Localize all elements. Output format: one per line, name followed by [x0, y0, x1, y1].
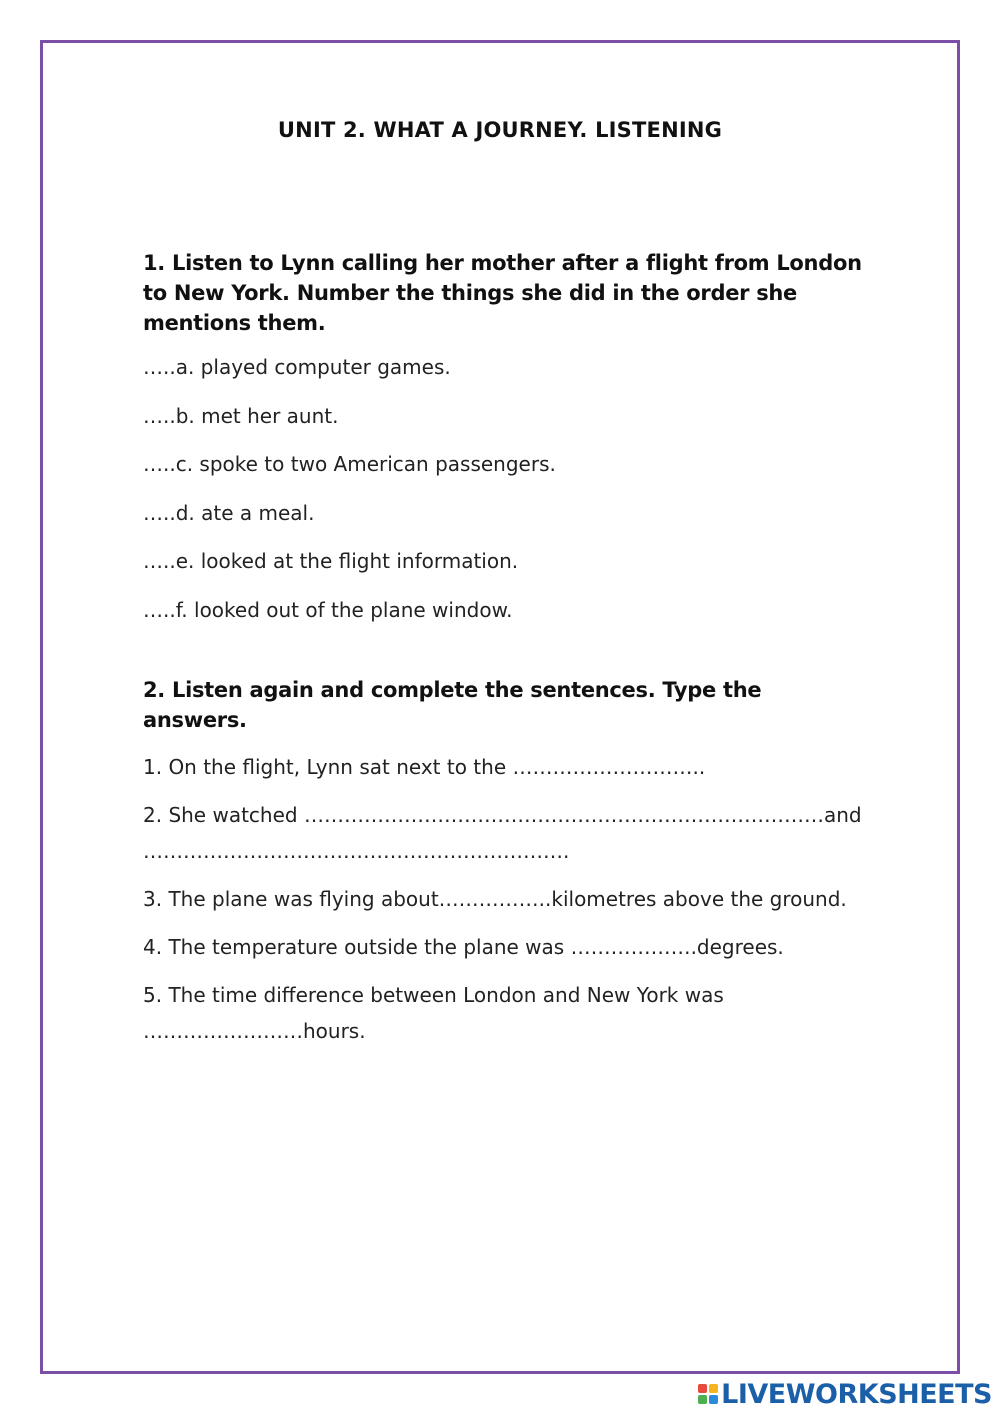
- sentence-item[interactable]: 4. The temperature outside the plane was ……………….degrees.: [143, 934, 784, 959]
- list-item[interactable]: …..b. met her aunt.: [143, 403, 339, 428]
- exercise-2: [143, 675, 863, 1049]
- liveworksheets-logo[interactable]: [698, 1378, 992, 1410]
- sentence-item[interactable]: 3. The plane was flying about……………..kilometres above the ground.: [143, 886, 847, 911]
- worksheet-content: [143, 248, 863, 1061]
- exercise-2-sentences: [143, 749, 863, 1049]
- exercise-2-instruction: 2. Listen again and complete the sentences. Type the answers.: [143, 677, 762, 732]
- list-item[interactable]: …..c. spoke to two American passengers.: [143, 452, 556, 476]
- list-item[interactable]: …..e. looked at the flight information.: [143, 549, 519, 573]
- sentence-item[interactable]: 1. On the flight, Lynn sat next to the ………………………..: [143, 754, 706, 779]
- exercise-1-instruction: 1. Listen to Lynn calling her mother after a flight from London to New York. Number the things she did in the order she mentions them.: [143, 251, 862, 335]
- liveworksheets-logo-icon: [698, 1384, 718, 1404]
- list-item[interactable]: …..a. played computer games.: [143, 355, 451, 379]
- list-item[interactable]: …..d. ate a meal.: [143, 500, 315, 525]
- sentence-item[interactable]: 5. The time difference between London and New York was ……………………hours.: [143, 982, 724, 1043]
- page-title: UNIT 2. WHAT A JOURNEY. LISTENING: [277, 118, 723, 142]
- exercise-1: [143, 248, 863, 623]
- list-item[interactable]: …..f. looked out of the plane window.: [143, 597, 513, 622]
- sentence-item[interactable]: 2. She watched ……………………………………………………………………and ……………………………………………………….: [143, 802, 862, 863]
- exercise-1-items: [143, 354, 863, 623]
- logo-text: LIVEWORKSHEETS: [721, 1378, 992, 1410]
